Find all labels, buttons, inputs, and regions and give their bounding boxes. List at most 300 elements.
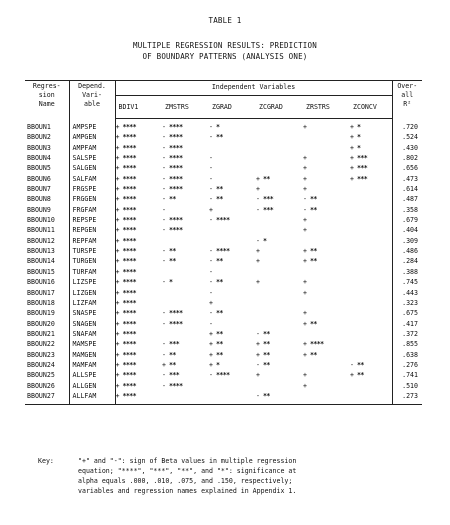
dependent-variable-cell: SNASPE bbox=[69, 308, 115, 318]
significance-stars: **** bbox=[122, 143, 136, 152]
coefficient-cell bbox=[162, 298, 209, 308]
coefficient-cell bbox=[162, 360, 209, 370]
significance-stars: **** bbox=[169, 185, 183, 194]
beta-sign: + bbox=[303, 123, 307, 131]
significance-stars: **** bbox=[122, 319, 136, 328]
overall-r2-cell: .273 bbox=[392, 391, 422, 405]
overall-r2-cell: .638 bbox=[392, 350, 422, 360]
coefficient-cell bbox=[256, 132, 303, 142]
significance-stars: ** bbox=[169, 360, 176, 369]
coefficient-cell bbox=[350, 132, 392, 142]
table-row bbox=[25, 246, 422, 256]
beta-sign: + bbox=[350, 164, 354, 173]
overall-r2-cell: .430 bbox=[392, 143, 422, 153]
beta-sign: + bbox=[115, 123, 120, 131]
beta-sign: + bbox=[256, 340, 260, 349]
dependent-variable-cell: MAMGEN bbox=[69, 350, 115, 360]
coefficient-cell bbox=[209, 225, 256, 235]
coefficient-cell bbox=[256, 277, 303, 287]
significance-stars: **** bbox=[216, 247, 230, 256]
coefficient-cell bbox=[162, 163, 209, 173]
overall-r2-cell: .487 bbox=[392, 194, 422, 204]
table-row bbox=[25, 256, 422, 266]
coefficient-cell bbox=[162, 225, 209, 235]
beta-sign: - bbox=[303, 205, 307, 214]
dependent-variable-cell: AMPGEN bbox=[69, 132, 115, 142]
significance-stars: **** bbox=[122, 205, 136, 214]
significance-stars: **** bbox=[169, 226, 183, 235]
coefficient-cell bbox=[350, 277, 392, 287]
table-row bbox=[25, 236, 422, 246]
coefficient-cell bbox=[350, 225, 392, 235]
coefficient-cell bbox=[256, 298, 303, 308]
significance-stars: **** bbox=[122, 154, 136, 163]
coefficient-cell bbox=[350, 329, 392, 339]
table-title-line1: MULTIPLE REGRESSION RESULTS: PREDICTION bbox=[133, 41, 317, 50]
coefficient-cell bbox=[209, 339, 256, 349]
beta-sign: + bbox=[115, 154, 120, 163]
dependent-variable-cell: ALLGEN bbox=[69, 381, 115, 391]
key-label: Key: bbox=[38, 457, 54, 465]
significance-stars: **** bbox=[122, 164, 136, 173]
beta-sign: + bbox=[115, 195, 120, 204]
beta-sign: - bbox=[209, 174, 213, 183]
coefficient-cell bbox=[350, 143, 392, 153]
coefficient-cell bbox=[303, 184, 350, 194]
significance-stars: **** bbox=[122, 278, 136, 287]
overall-r2-cell: .284 bbox=[392, 256, 422, 266]
coefficient-cell bbox=[115, 225, 162, 235]
overall-r2-cell: .417 bbox=[392, 319, 422, 329]
significance-stars: **** bbox=[169, 216, 183, 225]
coefficient-cell bbox=[209, 143, 256, 153]
beta-sign: + bbox=[256, 257, 260, 266]
significance-stars: **** bbox=[310, 340, 324, 349]
significance-stars: * bbox=[357, 143, 361, 152]
beta-sign: - bbox=[209, 133, 213, 142]
beta-sign: + bbox=[303, 216, 307, 225]
beta-sign: + bbox=[303, 319, 307, 328]
coefficient-cell bbox=[162, 246, 209, 256]
beta-sign: + bbox=[209, 205, 213, 214]
beta-sign: - bbox=[256, 329, 260, 338]
coefficient-cell bbox=[256, 360, 303, 370]
coefficient-cell bbox=[350, 256, 392, 266]
table-row bbox=[25, 194, 422, 204]
beta-sign: - bbox=[162, 350, 166, 359]
coefficient-cell bbox=[256, 174, 303, 184]
significance-stars: **** bbox=[169, 319, 183, 328]
coefficient-cell bbox=[303, 163, 350, 173]
beta-sign: - bbox=[209, 216, 213, 225]
significance-stars: *** bbox=[357, 164, 368, 173]
dependent-variable-cell: AMPSPE bbox=[69, 119, 115, 133]
beta-sign: - bbox=[209, 288, 213, 297]
overall-r2-cell: .745 bbox=[392, 277, 422, 287]
overall-r2-cell: .358 bbox=[392, 205, 422, 215]
coefficient-cell bbox=[115, 256, 162, 266]
beta-sign: - bbox=[256, 195, 260, 204]
beta-sign: - bbox=[162, 371, 166, 380]
coefficient-cell bbox=[303, 132, 350, 142]
coefficient-cell bbox=[209, 184, 256, 194]
beta-sign: - bbox=[303, 195, 307, 204]
coefficient-cell bbox=[209, 194, 256, 204]
coefficient-cell bbox=[303, 329, 350, 339]
beta-sign: + bbox=[115, 278, 120, 287]
regression-name-cell: BBOUN26 bbox=[27, 381, 55, 390]
coefficient-cell bbox=[350, 391, 392, 405]
significance-stars: **** bbox=[169, 123, 183, 131]
dependent-variable-cell: FRGGEN bbox=[69, 194, 115, 204]
coefficient-cell bbox=[350, 205, 392, 215]
coefficient-cell bbox=[350, 174, 392, 184]
significance-stars: ** bbox=[169, 257, 176, 266]
coefficient-cell bbox=[256, 370, 303, 380]
coefficient-cell bbox=[209, 298, 256, 308]
beta-sign: + bbox=[256, 278, 260, 287]
header-var-zgrad: ZGRAD bbox=[209, 96, 256, 119]
beta-sign: - bbox=[162, 174, 166, 183]
coefficient-cell bbox=[162, 350, 209, 360]
header-overall-r2: Over- all R² bbox=[392, 81, 422, 119]
beta-sign: + bbox=[115, 247, 120, 256]
significance-stars: ** bbox=[263, 340, 270, 349]
table-row bbox=[25, 308, 422, 318]
significance-stars: * bbox=[216, 360, 220, 369]
significance-stars: *** bbox=[169, 340, 180, 349]
beta-sign: + bbox=[115, 174, 120, 183]
significance-stars: ** bbox=[310, 350, 317, 359]
significance-stars: **** bbox=[122, 185, 136, 194]
dependent-variable-cell: FRGSPE bbox=[69, 184, 115, 194]
beta-sign: + bbox=[115, 236, 120, 245]
coefficient-cell bbox=[350, 119, 392, 133]
significance-stars: ** bbox=[216, 350, 223, 359]
beta-sign: + bbox=[115, 309, 120, 318]
coefficient-cell bbox=[162, 184, 209, 194]
beta-sign: - bbox=[162, 205, 166, 214]
beta-sign: - bbox=[162, 154, 166, 163]
beta-sign: + bbox=[303, 247, 307, 256]
header-regression-name: Regres- sion Name bbox=[25, 81, 69, 119]
header-var-zcgrad: ZCGRAD bbox=[256, 96, 303, 119]
coefficient-cell bbox=[162, 267, 209, 277]
coefficient-cell bbox=[162, 370, 209, 380]
coefficient-cell bbox=[350, 308, 392, 318]
significance-stars: ** bbox=[310, 195, 317, 204]
table-row bbox=[25, 205, 422, 215]
dependent-variable-cell: ALLFAM bbox=[69, 391, 115, 405]
beta-sign: - bbox=[162, 226, 166, 235]
beta-sign: - bbox=[209, 309, 213, 318]
coefficient-cell bbox=[350, 298, 392, 308]
coefficient-cell bbox=[256, 153, 303, 163]
beta-sign: + bbox=[256, 350, 260, 359]
table-row bbox=[25, 174, 422, 184]
beta-sign: + bbox=[115, 143, 120, 152]
beta-sign: - bbox=[209, 123, 213, 131]
dependent-variable-cell: SALSPE bbox=[69, 153, 115, 163]
coefficient-cell bbox=[256, 163, 303, 173]
dependent-variable-cell: REPFAM bbox=[69, 236, 115, 246]
overall-r2-cell: .443 bbox=[392, 288, 422, 298]
significance-stars: **** bbox=[169, 309, 183, 318]
significance-stars: ** bbox=[216, 309, 223, 318]
coefficient-cell bbox=[115, 329, 162, 339]
coefficient-cell bbox=[162, 153, 209, 163]
coefficient-cell bbox=[162, 339, 209, 349]
coefficient-cell bbox=[256, 225, 303, 235]
coefficient-cell bbox=[350, 163, 392, 173]
regression-name-cell: BBOUN9 bbox=[27, 205, 51, 214]
beta-sign: + bbox=[115, 205, 120, 214]
coefficient-cell bbox=[350, 339, 392, 349]
table-row bbox=[25, 153, 422, 163]
coefficient-cell bbox=[209, 153, 256, 163]
coefficient-cell bbox=[209, 329, 256, 339]
beta-sign: + bbox=[303, 350, 307, 359]
coefficient-cell bbox=[209, 319, 256, 329]
header-var-zconcv: ZCONCV bbox=[350, 96, 392, 119]
significance-stars: **** bbox=[122, 267, 136, 276]
regression-name-cell: BBOUN24 bbox=[27, 360, 55, 369]
coefficient-cell bbox=[115, 360, 162, 370]
coefficient-cell bbox=[162, 215, 209, 225]
overall-r2-cell: .372 bbox=[392, 329, 422, 339]
overall-r2-cell: .741 bbox=[392, 370, 422, 380]
table-row bbox=[25, 215, 422, 225]
beta-sign: - bbox=[162, 309, 166, 318]
regression-name-cell: BBOUN6 bbox=[27, 174, 51, 183]
significance-stars: *** bbox=[263, 195, 274, 204]
coefficient-cell bbox=[256, 256, 303, 266]
dependent-variable-cell: MAMFAM bbox=[69, 360, 115, 370]
coefficient-cell bbox=[209, 360, 256, 370]
beta-sign: - bbox=[162, 143, 166, 152]
coefficient-cell bbox=[303, 277, 350, 287]
coefficient-cell bbox=[115, 381, 162, 391]
significance-stars: **** bbox=[122, 391, 136, 400]
dependent-variable-cell: AMPFAM bbox=[69, 143, 115, 153]
beta-sign: + bbox=[350, 143, 354, 152]
significance-stars: ** bbox=[310, 257, 317, 266]
dependent-variable-cell: REPSPE bbox=[69, 215, 115, 225]
beta-sign: + bbox=[115, 133, 120, 142]
significance-stars: ** bbox=[263, 174, 270, 183]
overall-r2-cell: .679 bbox=[392, 215, 422, 225]
significance-stars: * bbox=[357, 123, 361, 131]
beta-sign: + bbox=[162, 360, 166, 369]
coefficient-cell bbox=[115, 267, 162, 277]
significance-stars: **** bbox=[122, 123, 136, 131]
regression-name-cell: BBOUN2 bbox=[27, 133, 51, 142]
beta-sign: + bbox=[115, 391, 120, 400]
coefficient-cell bbox=[162, 308, 209, 318]
beta-sign: - bbox=[162, 278, 166, 287]
beta-sign: - bbox=[162, 216, 166, 225]
significance-stars: ** bbox=[310, 205, 317, 214]
coefficient-cell bbox=[115, 194, 162, 204]
coefficient-cell bbox=[115, 205, 162, 215]
coefficient-cell bbox=[303, 225, 350, 235]
beta-sign: + bbox=[115, 340, 120, 349]
significance-stars: **** bbox=[122, 195, 136, 204]
overall-r2-cell: .276 bbox=[392, 360, 422, 370]
table-label: TABLE 1 bbox=[208, 16, 242, 25]
significance-stars: * bbox=[357, 133, 361, 142]
overall-r2-cell: .802 bbox=[392, 153, 422, 163]
dependent-variable-cell: SNAGEN bbox=[69, 319, 115, 329]
coefficient-cell bbox=[256, 215, 303, 225]
dependent-variable-cell: TURFAM bbox=[69, 267, 115, 277]
overall-r2-cell: .323 bbox=[392, 298, 422, 308]
beta-sign: - bbox=[162, 340, 166, 349]
coefficient-cell bbox=[256, 119, 303, 133]
coefficient-cell bbox=[350, 319, 392, 329]
beta-sign: + bbox=[209, 298, 213, 307]
coefficient-cell bbox=[209, 381, 256, 391]
coefficient-cell bbox=[162, 319, 209, 329]
significance-stars: ** bbox=[216, 185, 223, 194]
regression-name-cell: BBOUN22 bbox=[27, 340, 55, 349]
beta-sign: + bbox=[115, 360, 120, 369]
significance-stars: **** bbox=[122, 247, 136, 256]
table-row bbox=[25, 350, 422, 360]
coefficient-cell bbox=[303, 236, 350, 246]
beta-sign: - bbox=[209, 185, 213, 194]
coefficient-cell bbox=[115, 350, 162, 360]
overall-r2-cell: .720 bbox=[392, 119, 422, 133]
significance-stars: ** bbox=[169, 195, 176, 204]
overall-r2-cell: .656 bbox=[392, 163, 422, 173]
header-var-zmstrs: ZMSTRS bbox=[162, 96, 209, 119]
header-var-bdiv1: BDIV1 bbox=[115, 96, 162, 119]
beta-sign: - bbox=[162, 319, 166, 328]
beta-sign: - bbox=[209, 154, 213, 163]
beta-sign: + bbox=[115, 267, 120, 276]
significance-stars: ** bbox=[169, 350, 176, 359]
coefficient-cell bbox=[115, 308, 162, 318]
significance-stars: * bbox=[263, 236, 267, 245]
dependent-variable-cell: LIZFAM bbox=[69, 298, 115, 308]
coefficient-cell bbox=[256, 143, 303, 153]
coefficient-cell bbox=[303, 194, 350, 204]
beta-sign: + bbox=[115, 216, 120, 225]
regression-name-cell: BBOUN19 bbox=[27, 309, 55, 318]
beta-sign: - bbox=[209, 247, 213, 256]
overall-r2-cell: .309 bbox=[392, 236, 422, 246]
dependent-variable-cell: LIZSPE bbox=[69, 277, 115, 287]
significance-stars: *** bbox=[169, 371, 180, 380]
coefficient-cell bbox=[303, 174, 350, 184]
significance-stars: * bbox=[169, 278, 173, 287]
coefficient-cell bbox=[115, 246, 162, 256]
beta-sign: + bbox=[350, 123, 354, 131]
coefficient-cell bbox=[256, 184, 303, 194]
beta-sign: + bbox=[209, 340, 213, 349]
coefficient-cell bbox=[209, 370, 256, 380]
regression-name-cell: BBOUN27 bbox=[25, 391, 69, 405]
coefficient-cell bbox=[209, 174, 256, 184]
key-text: "+" and "-": sign of Beta values in multiple regression equation; "****", "***", "**", and "*": significance at alpha equals .000, .010, .075, and .150, respectively; variables and regression names explained in Appendix 1. bbox=[78, 457, 297, 495]
regression-name-cell: BBOUN1 bbox=[27, 122, 51, 131]
coefficient-cell bbox=[162, 277, 209, 287]
coefficient-cell bbox=[209, 350, 256, 360]
coefficient-cell bbox=[256, 288, 303, 298]
coefficient-cell bbox=[256, 319, 303, 329]
significance-stars: **** bbox=[122, 350, 136, 359]
coefficient-cell bbox=[209, 267, 256, 277]
beta-sign: - bbox=[162, 195, 166, 204]
coefficient-cell bbox=[303, 350, 350, 360]
regression-name-cell: BBOUN18 bbox=[27, 298, 55, 307]
regression-name-cell: BBOUN11 bbox=[27, 226, 55, 235]
regression-name-cell: BBOUN20 bbox=[27, 319, 55, 328]
beta-sign: + bbox=[115, 319, 120, 328]
beta-sign: + bbox=[303, 340, 307, 349]
coefficient-cell bbox=[115, 391, 162, 405]
table-row bbox=[25, 288, 422, 298]
beta-sign: + bbox=[209, 350, 213, 359]
coefficient-cell bbox=[162, 391, 209, 405]
coefficient-cell bbox=[256, 391, 303, 405]
significance-stars: **** bbox=[122, 298, 136, 307]
coefficient-cell bbox=[209, 163, 256, 173]
beta-sign: - bbox=[162, 247, 166, 256]
beta-sign: - bbox=[256, 360, 260, 369]
dependent-variable-cell: MAMSPE bbox=[69, 339, 115, 349]
overall-r2-cell: .473 bbox=[392, 174, 422, 184]
coefficient-cell bbox=[162, 288, 209, 298]
regression-name-cell: BBOUN25 bbox=[27, 371, 55, 380]
beta-sign: + bbox=[256, 247, 260, 256]
table-title-line2: OF BOUNDARY PATTERNS (ANALYSIS ONE) bbox=[142, 52, 308, 61]
coefficient-cell bbox=[115, 236, 162, 246]
dependent-variable-cell: LIZGEN bbox=[69, 288, 115, 298]
table-row bbox=[25, 143, 422, 153]
table-row bbox=[25, 391, 422, 405]
table-row bbox=[25, 381, 422, 391]
coefficient-cell bbox=[209, 119, 256, 133]
coefficient-cell bbox=[115, 119, 162, 133]
overall-r2-cell: .510 bbox=[392, 381, 422, 391]
coefficient-cell bbox=[350, 153, 392, 163]
dependent-variable-cell: TURGEN bbox=[69, 256, 115, 266]
coefficient-cell bbox=[115, 132, 162, 142]
significance-stars: ** bbox=[216, 133, 223, 142]
coefficient-cell bbox=[115, 319, 162, 329]
significance-stars: **** bbox=[169, 143, 183, 152]
coefficient-cell bbox=[209, 132, 256, 142]
significance-stars: * bbox=[216, 123, 220, 131]
coefficient-cell bbox=[303, 153, 350, 163]
coefficient-cell bbox=[350, 350, 392, 360]
significance-stars: ** bbox=[310, 319, 317, 328]
coefficient-cell bbox=[115, 184, 162, 194]
beta-sign: + bbox=[303, 278, 307, 287]
significance-stars: **** bbox=[122, 381, 136, 390]
overall-r2-cell: .614 bbox=[392, 184, 422, 194]
coefficient-cell bbox=[303, 246, 350, 256]
table-row bbox=[25, 360, 422, 370]
overall-r2-cell: .486 bbox=[392, 246, 422, 256]
table-row bbox=[25, 277, 422, 287]
table-row bbox=[25, 132, 422, 142]
coefficient-cell bbox=[162, 205, 209, 215]
significance-stars: **** bbox=[216, 216, 230, 225]
dependent-variable-cell: SNAFAM bbox=[69, 329, 115, 339]
